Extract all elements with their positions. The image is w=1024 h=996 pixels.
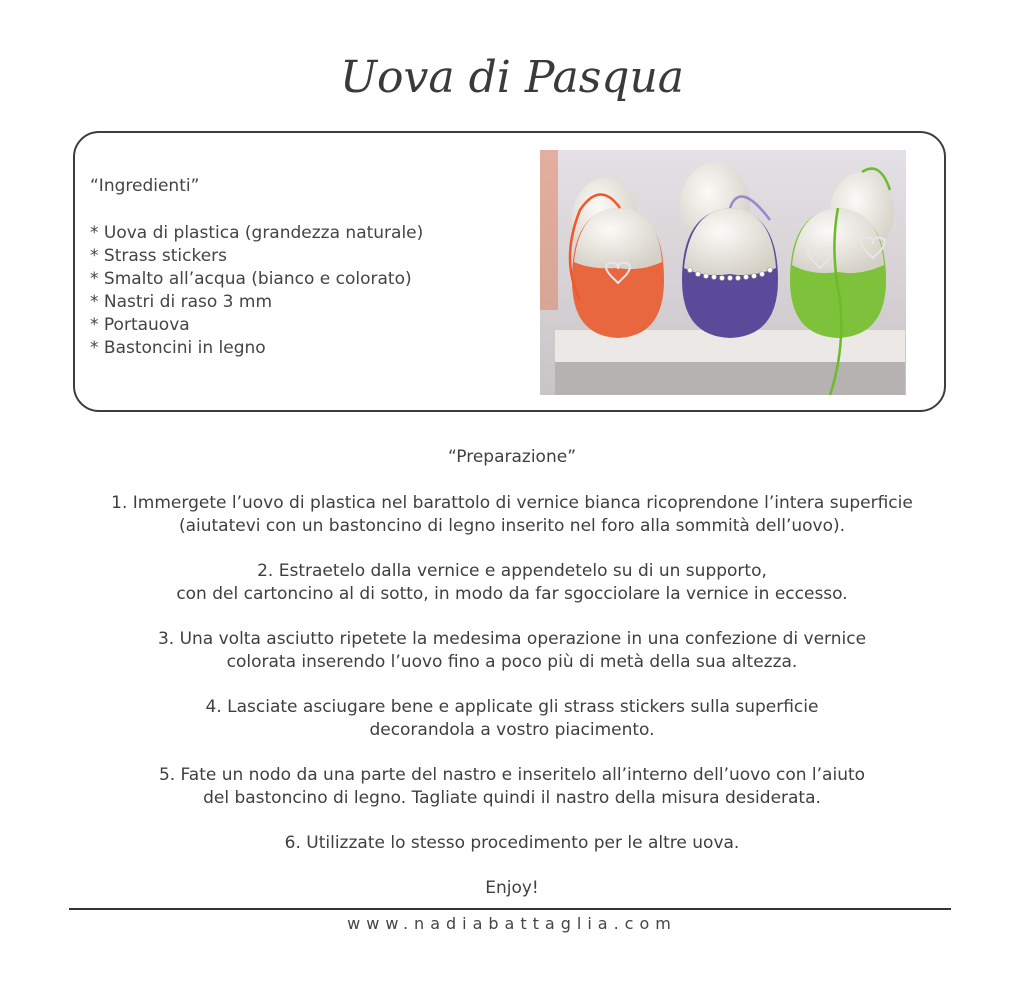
preparation-step: 1. Immergete l’uovo di plastica nel barattolo di vernice bianca ricoprendone l’intera superficie (aiutatevi con un bastoncino di legno inserito nel foro alla sommità dell’uovo). [111,493,913,536]
footer-website[interactable]: www.nadiabattaglia.com [347,914,677,933]
page-title: Uova di Pasqua [339,52,685,103]
preparation-heading: “Preparazione” [447,447,576,467]
ingredient-item: * Uova di plastica (grandezza naturale) [90,223,424,243]
preparation-step: 6. Utilizzate lo stesso procedimento per le altre uova. [284,833,740,853]
ingredients-list [90,222,423,360]
ingredient-item: * Bastoncini in legno [90,338,266,358]
ingredients-heading: “Ingredienti” [90,176,200,196]
preparation-step: 5. Fate un nodo da una parte del nastro e inseritelo all’interno dell’uovo con l’aiuto del bastoncino di legno. Tagliate quindi il nastro della misura desiderata. [158,765,866,808]
closing-text: Enjoy! [485,878,539,898]
preparation-step: 4. Lasciate asciugare bene e applicate gli strass stickers sulla superficie decorandola a vostro piacimento. [205,697,819,740]
ingredient-item: * Portauova [90,315,190,335]
easter-eggs-photo [540,150,906,395]
preparation-section [0,446,1024,922]
preparation-step: 3. Una volta asciutto ripetete la medesima operazione in una confezione di vernice colorata inserendo l’uovo fino a poco più di metà della sua altezza. [157,629,867,672]
ingredient-item: * Nastri di raso 3 mm [90,292,273,312]
ingredient-item: * Strass stickers [90,246,228,266]
footer-divider [69,908,951,910]
ingredient-item: * Smalto all’acqua (bianco e colorato) [90,269,412,289]
preparation-step: 2. Estraetelo dalla vernice e appendetelo su di un supporto, con del cartoncino al di sotto, in modo da far sgocciolare la vernice in eccesso. [176,561,848,604]
